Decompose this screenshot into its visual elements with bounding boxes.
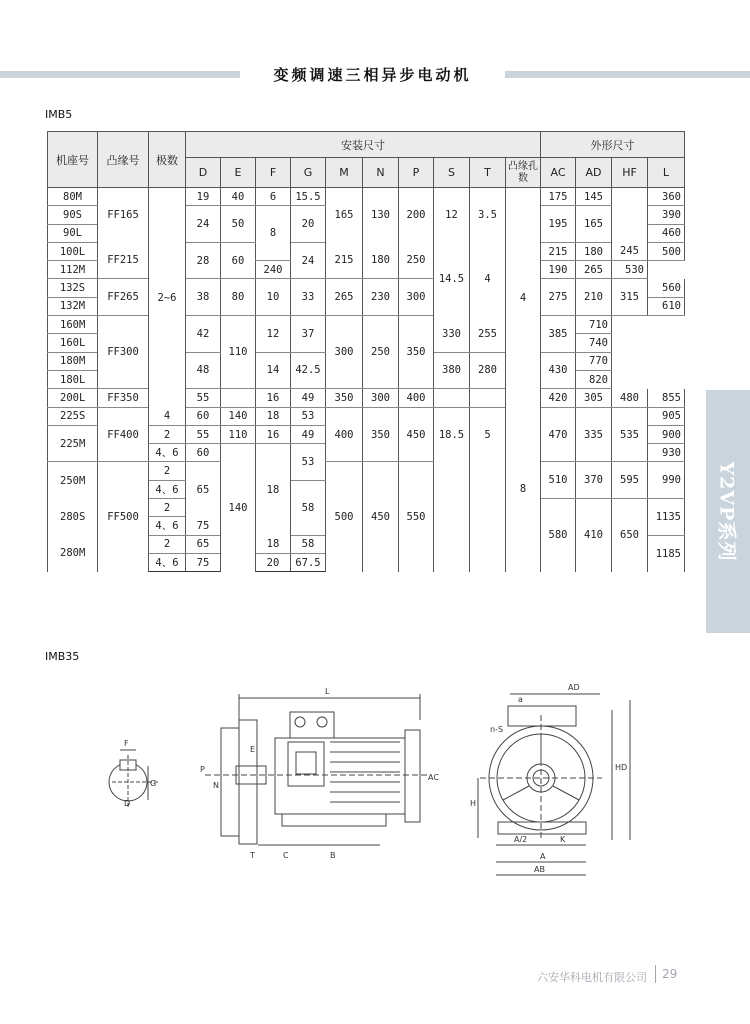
g-cell: 53 (291, 407, 326, 425)
l-cell: 360 (648, 188, 685, 206)
d-cell: 28 (186, 242, 221, 279)
d-cell: 48 (186, 352, 221, 389)
l-cell: 1185 (648, 535, 685, 572)
f-cell: 18 (256, 535, 291, 553)
section-label-imb5: IMB5 (45, 108, 73, 121)
frame-cell: 280S (48, 499, 98, 536)
hf-cell: 430 (541, 352, 576, 389)
dim-label-d: D (124, 799, 131, 808)
motor-side-view (200, 687, 439, 860)
col-header-ad: AD (576, 158, 612, 188)
d-cell: 60 (186, 407, 221, 425)
dim-label-ab: AB (534, 865, 545, 874)
col-group-outline: 外形尺寸 (541, 132, 685, 158)
g-cell: 67.5 (291, 553, 326, 571)
m-cell: 165 (326, 188, 363, 243)
l-cell: 710 (576, 316, 612, 334)
poles-cell: 4、6 (149, 480, 186, 498)
ac-cell: 330 (434, 316, 470, 353)
e-cell: 140 (221, 444, 256, 572)
motor-end-view (470, 683, 630, 875)
n-cell: 230 (363, 279, 399, 316)
flange-cell: FF350 (98, 389, 149, 407)
hf-cell: 315 (612, 279, 648, 316)
ac-cell: 580 (541, 499, 576, 572)
l-cell: 530 (612, 261, 648, 279)
hf-cell: 265 (576, 261, 612, 279)
col-header-d: D (186, 158, 221, 188)
s-cell: 18.5 (434, 407, 470, 462)
n-cell: 130 (363, 188, 399, 243)
hf-cell: 650 (612, 499, 648, 572)
n-cell: 450 (363, 462, 399, 572)
e-cell: 60 (221, 242, 256, 279)
d-cell: 65 (186, 462, 221, 517)
dim-label-t: T (250, 851, 255, 860)
frame-cell: 100L (48, 242, 98, 260)
dim-label-f: F (124, 739, 129, 748)
ac-cell: 420 (541, 389, 576, 407)
col-header-g: G (291, 158, 326, 188)
e-cell: 50 (221, 206, 256, 243)
ac-cell: 240 (256, 261, 291, 279)
s-cell: 14.5 (434, 242, 470, 315)
dim-label-b: B (330, 851, 336, 860)
dim-label-e: E (250, 745, 256, 754)
d-cell: 19 (186, 188, 221, 206)
frame-cell: 180L (48, 370, 98, 388)
series-side-tab (706, 390, 750, 633)
frame-cell: 225S (48, 407, 98, 425)
l-cell: 900 (648, 425, 685, 443)
col-header-flange: 凸缘号 (98, 132, 149, 188)
hf-cell: 245 (612, 242, 648, 260)
g-cell: 33 (291, 279, 326, 316)
ac-cell: 380 (434, 352, 470, 389)
g-cell: 15.5 (291, 188, 326, 206)
g-cell: 49 (291, 389, 326, 407)
ad-cell: 305 (576, 389, 612, 407)
poles-cell: 4、6 (149, 553, 186, 571)
col-header-t: T (470, 158, 506, 188)
n-cell: 180 (363, 242, 399, 279)
ad-cell: 165 (576, 206, 612, 243)
col-header-flange-holes: 凸缘孔数 (506, 158, 541, 188)
l-cell: 855 (648, 389, 685, 407)
col-group-install: 安装尺寸 (186, 132, 541, 158)
dim-label-c: C (283, 851, 289, 860)
ad-cell: 210 (576, 279, 612, 316)
ac-cell: 510 (541, 462, 576, 499)
l-cell: 905 (648, 407, 685, 425)
m-cell: 265 (326, 279, 363, 316)
g-cell: 42.5 (291, 352, 326, 389)
footer-company: 六安华科电机有限公司 (537, 971, 647, 984)
ad-cell: 255 (470, 316, 506, 353)
ad-cell: 280 (470, 352, 506, 389)
ac-cell: 470 (541, 407, 576, 462)
frame-cell: 132M (48, 297, 98, 315)
dim-label-l: L (325, 687, 330, 696)
hf-cell: 535 (612, 407, 648, 462)
f-cell: 14 (256, 352, 291, 389)
t-cell: 5 (470, 407, 506, 462)
l-cell: 500 (648, 242, 685, 260)
frame-cell: 200L (48, 389, 98, 407)
frame-cell: 90L (48, 224, 98, 242)
l-cell: 770 (576, 352, 612, 370)
col-header-p: P (399, 158, 434, 188)
l-cell: 740 (576, 334, 612, 352)
flange-cell: FF500 (98, 462, 149, 572)
series-side-tab-label: Y2VP系列 (715, 461, 738, 562)
frame-cell: 225M (48, 425, 98, 462)
col-header-f: F (256, 158, 291, 188)
l-cell: 460 (648, 224, 685, 242)
e-cell: 140 (221, 407, 256, 425)
col-header-hf: HF (612, 158, 648, 188)
m-cell: 215 (326, 242, 363, 279)
p-cell: 250 (399, 242, 434, 279)
ac-cell: 275 (541, 279, 576, 316)
p-cell: 400 (399, 389, 434, 407)
m-cell: 500 (326, 462, 363, 572)
f-cell: 6 (256, 188, 291, 206)
l-cell: 560 (648, 279, 685, 297)
l-cell: 390 (648, 206, 685, 224)
l-cell: 610 (648, 297, 685, 315)
n-cell: 350 (363, 407, 399, 462)
g-cell: 58 (291, 480, 326, 535)
flange-cell: FF300 (98, 316, 149, 389)
frame-cell: 80M (48, 188, 98, 206)
m-cell: 350 (326, 389, 363, 407)
frame-cell: 160M (48, 316, 98, 334)
col-header-frame: 机座号 (48, 132, 98, 188)
ac-cell: 195 (541, 206, 576, 243)
d-cell: 60 (186, 444, 221, 462)
hf-cell: 595 (612, 462, 648, 499)
ad-cell: 180 (576, 242, 612, 260)
flange-cell: FF165 (98, 188, 149, 243)
col-header-e: E (221, 158, 256, 188)
d-cell: 75 (186, 517, 221, 535)
dim-label-g: G (150, 779, 157, 788)
dim-label-p: P (200, 765, 205, 774)
n-cell: 300 (363, 389, 399, 407)
l-cell: 820 (576, 370, 612, 388)
f-cell: 10 (256, 279, 291, 316)
frame-cell: 132S (48, 279, 98, 297)
poles-cell: 2 (149, 499, 186, 517)
shaft-end-view (109, 739, 160, 808)
d-cell: 55 (186, 389, 221, 407)
f-cell: 12 (256, 316, 291, 353)
t-cell: 3.5 (470, 188, 506, 243)
section-label-imb35: IMB35 (45, 650, 80, 663)
g-cell: 53 (291, 444, 326, 481)
col-header-n: N (363, 158, 399, 188)
poles-cell: 2 (149, 535, 186, 553)
dim-label-h: H (470, 799, 477, 808)
ad-cell: 335 (576, 407, 612, 462)
dim-label-a-angle: a (518, 695, 523, 704)
p-cell: 550 (399, 462, 434, 572)
t-cell: 4 (470, 242, 506, 315)
dim-label-ac: AC (428, 773, 439, 782)
dim-label-a-half: A/2 (514, 835, 528, 844)
dim-label-ad: AD (568, 683, 580, 692)
col-header-l: L (648, 158, 685, 188)
frame-cell: 250M (48, 462, 98, 499)
e-cell: 110 (221, 425, 256, 443)
poles-cell: 2 (149, 425, 186, 443)
hf-cell: 385 (541, 316, 576, 353)
m-cell: 300 (326, 316, 363, 389)
frame-cell: 160L (48, 334, 98, 352)
ac-cell: 175 (541, 188, 576, 206)
f-cell: 8 (256, 206, 291, 261)
poles-cell: 4、6 (149, 444, 186, 462)
dim-label-a: A (540, 852, 546, 861)
g-cell: 49 (291, 425, 326, 443)
e-cell: 80 (221, 279, 256, 316)
d-cell: 24 (186, 206, 221, 243)
poles-cell: 4 (149, 407, 186, 425)
poles-cell: 2~6 (149, 188, 186, 408)
f-cell: 16 (256, 389, 291, 407)
dim-label-k: K (560, 835, 566, 844)
f-cell: 18 (256, 407, 291, 425)
f-cell: 16 (256, 425, 291, 443)
frame-cell: 280M (48, 535, 98, 572)
ad-cell: 145 (576, 188, 612, 206)
d-cell: 55 (186, 425, 221, 443)
flange-cell: FF400 (98, 407, 149, 462)
s-cell: 12 (434, 188, 470, 243)
d-cell: 65 (186, 535, 221, 553)
frame-cell: 112M (48, 261, 98, 279)
hf-cell: 480 (612, 389, 648, 407)
poles-cell: 4、6 (149, 517, 186, 535)
p-cell: 200 (399, 188, 434, 243)
frame-cell: 180M (48, 352, 98, 370)
p-cell: 350 (399, 316, 434, 389)
g-cell: 58 (291, 535, 326, 553)
g-cell: 24 (291, 242, 326, 279)
n-cell: 250 (363, 316, 399, 389)
d-cell: 42 (186, 316, 221, 353)
col-header-ac: AC (541, 158, 576, 188)
ac-cell: 215 (541, 242, 576, 260)
ad-cell: 190 (541, 261, 576, 279)
page-number: 29 (662, 967, 678, 981)
d-cell: 38 (186, 279, 221, 316)
l-cell: 990 (648, 462, 685, 499)
col-header-s: S (434, 158, 470, 188)
p-cell: 450 (399, 407, 434, 462)
poles-cell: 2 (149, 462, 186, 480)
flange-cell: FF215 (98, 242, 149, 279)
g-cell: 37 (291, 316, 326, 353)
col-header-poles: 极数 (149, 132, 186, 188)
e-cell: 40 (221, 188, 256, 206)
f-cell: 18 (256, 444, 291, 535)
p-cell: 300 (399, 279, 434, 316)
e-cell: 110 (221, 316, 256, 389)
ad-cell: 370 (576, 462, 612, 499)
page-title: 变频调速三相异步电动机 (273, 66, 472, 84)
dim-label-hd: HD (615, 763, 628, 772)
l-cell: 930 (648, 444, 685, 462)
frame-cell: 90S (48, 206, 98, 224)
f-cell: 20 (256, 553, 291, 571)
g-cell: 20 (291, 206, 326, 243)
d-cell: 75 (186, 553, 221, 571)
holes-cell: 4 (506, 188, 541, 408)
ad-cell: 410 (576, 499, 612, 572)
col-header-m: M (326, 158, 363, 188)
footer-divider (655, 965, 656, 983)
l-cell: 1135 (648, 499, 685, 536)
holes-cell: 8 (506, 407, 541, 572)
m-cell: 400 (326, 407, 363, 462)
flange-cell: FF265 (98, 279, 149, 316)
dim-label-ns: n-S (490, 725, 504, 734)
dim-label-n: N (213, 781, 219, 790)
